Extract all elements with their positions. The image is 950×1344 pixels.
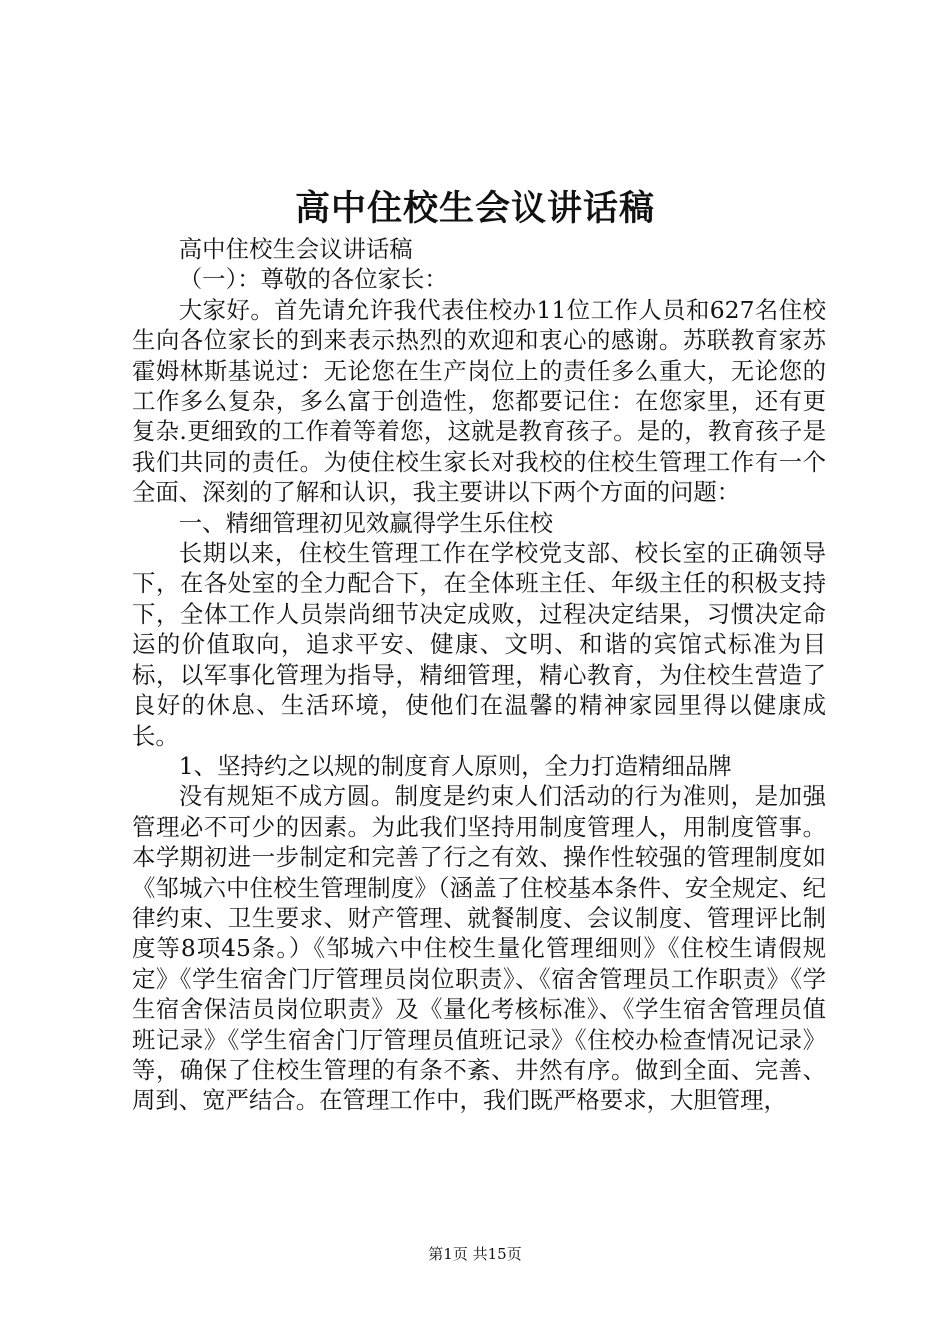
document-title: 高中住校生会议讲话稿 [294,188,655,229]
body-paragraph: 高中住校生会议讲话稿 [178,235,413,263]
document-body [132,234,826,1116]
section-heading: 一、精细管理初见效赢得学生乐住校 [178,508,554,537]
subsection-heading: 1、坚持约之以规的制度育人原则，全力打造精细品牌 [178,751,732,780]
body-paragraph: 大家好。首先请允许我代表住校办11位工作人员和627名住校生向各位家长的到来表示热烈的欢迎和衷心的感谢。苏联教育家苏霍姆林斯基说过：无论您在生产岗位上的责任多么重大，无论您的工作多么复杂，多么富于创造性，您都要记住：在您家里，还有更复杂.更细致的工作着等着您，这就是教育孩子。是的，教育孩子是我们共同的责任。为使住校生家长对我校的住校生管理工作有一个全面、深刻的了解和认识，我主要讲以下两个方面的问题： [132,295,826,507]
page-footer: 第1页 共15页 [428,1245,522,1263]
body-paragraph: （一）：尊敬的各位家长： [178,265,448,294]
body-paragraph: 没有规矩不成方圆。制度是约束人们活动的行为准则，是加强管理必不可少的因素。为此我们坚持用制度管理人，用制度管事。本学期初进一步制定和完善了行之有效、操作性较强的管理制度如《邹城六中住校生管理制度》（涵盖了住校基本条件、安全规定、纪律约束、卫生要求、财产管理、就餐制度、会议制度、管理评比制度等8项45条。）《邹城六中住校生量化管理细则》《住校生请假规定》《学生宿舍门厅管理员岗位职责》、《宿舍管理员工作职责》《学生宿舍保洁员岗位职责》及《量化考核标准》、《学生宿舍管理员值班记录》《学生宿舍门厅管理员值班记录》《住校办检查情况记录》等，确保了住校生管理的有条不紊、井然有序。做到全面、完善、周到、宽严结合。在管理工作中，我们既严格要求，大胆管理， [132,782,826,1115]
body-paragraph: 长期以来，住校生管理工作在学校党支部、校长室的正确领导下，在各处室的全力配合下，在全体班主任、年级主任的积极支持下，全体工作人员崇尚细节决定成败，过程决定结果，习惯决定命运的价值取向，追求平安、健康、文明、和谐的宾馆式标准为目标，以军事化管理为指导，精细管理，精心教育，为住校生营造了良好的休息、生活环境，使他们在温馨的精神家园里得以健康成长。 [132,539,826,750]
